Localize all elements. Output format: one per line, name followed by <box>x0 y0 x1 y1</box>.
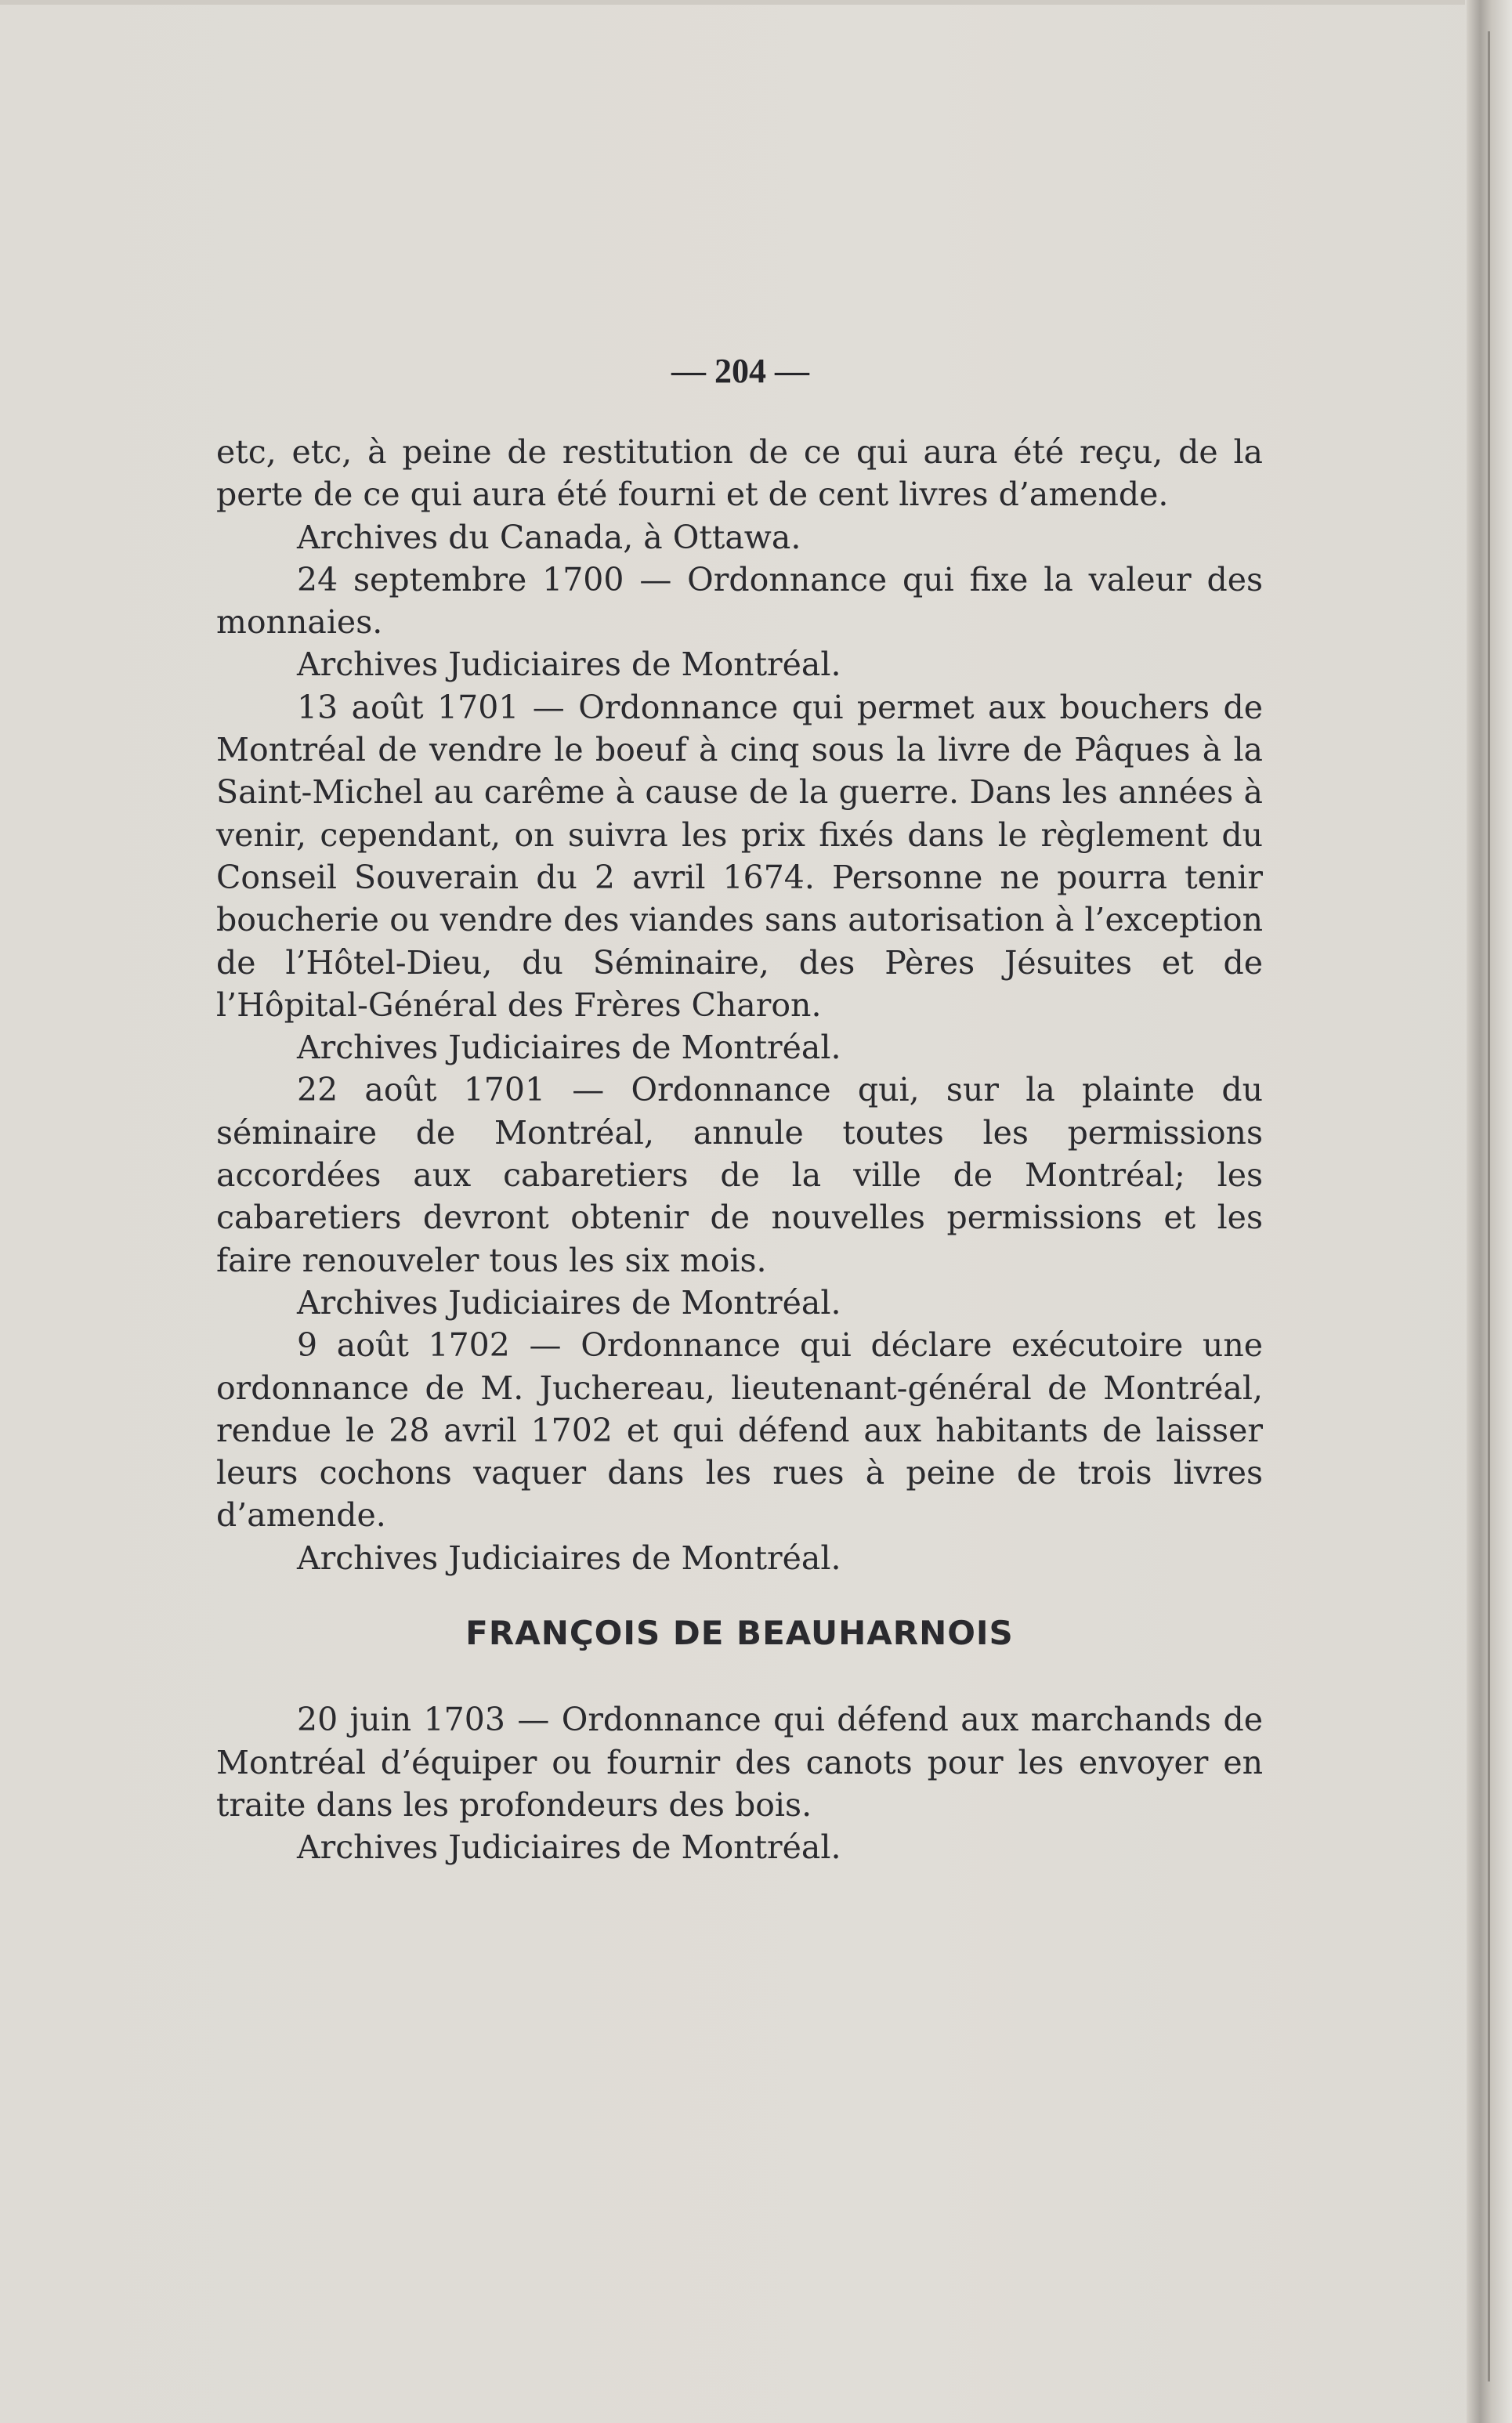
ordinance-entry: 22 août 1701 — Ordonnance qui, sur la plainte du séminaire de Montréal, annule toutes les permissions accordées aux cabaretiers de la ville de Montréal; les cabaretiers devront obtenir de nouvelles permissions et les faire renouveler tous les six mois. <box>216 1071 1263 1279</box>
archive-source: Archives Judiciaires de Montréal. <box>297 1828 841 1867</box>
archive-source: Archives Judiciaires de Montréal. <box>297 646 841 684</box>
ordinance-entry: 9 août 1702 — Ordonnance qui déclare exécutoire une ordonnance de M. Juchereau, lieutenant-général de Montréal, rendue le 28 avril 1702 et qui défend aux habitants de laisser leurs cochons vaquer dans les rues à peine de trois livres d’amende. <box>216 1326 1263 1535</box>
page-top-edge <box>0 0 1465 5</box>
section-heading: FRANÇOIS DE BEAUHARNOIS <box>465 1614 1014 1653</box>
ordinance-entry: 13 août 1701 — Ordonnance qui permet aux bouchers de Montréal de vendre le boeuf à cinq sous la livre de Pâques à la Saint-Michel au carême à cause de la guerre. Dans les années à venir, cependant, on suivra les prix fixés dans le règlement du Conseil Souverain du 2 avril 1674. Personne ne pourra tenir boucherie ou vendre des viandes sans autorisation à l’exception de l’Hôtel-Dieu, du Séminaire, des Pères Jésuites et de l’Hôpital-Général des Frères Charon. <box>216 688 1263 1024</box>
ordinance-entry: 24 septembre 1700 — Ordonnance qui fixe la valeur des monnaies. <box>216 560 1263 642</box>
page-body <box>216 431 1263 1869</box>
archive-source: Archives Judiciaires de Montréal. <box>297 1029 841 1067</box>
ordinance-entry: 20 juin 1703 — Ordonnance qui défend aux marchands de Montréal d’équiper ou fournir des canots pour les envoyer en traite dans les profondeurs des bois. <box>216 1701 1263 1824</box>
archive-source: Archives Judiciaires de Montréal. <box>297 1539 841 1577</box>
paragraph-continuation: etc, etc, à peine de restitution de ce qui aura été reçu, de la perte de ce qui aura été fourni et de cent livres d’amende. <box>216 433 1263 514</box>
page-number: — 204 — <box>671 352 809 390</box>
archive-source: Archives du Canada, à Ottawa. <box>297 518 801 556</box>
binding-shadow-line <box>1488 31 1490 2381</box>
archive-source: Archives Judiciaires de Montréal. <box>297 1283 841 1322</box>
